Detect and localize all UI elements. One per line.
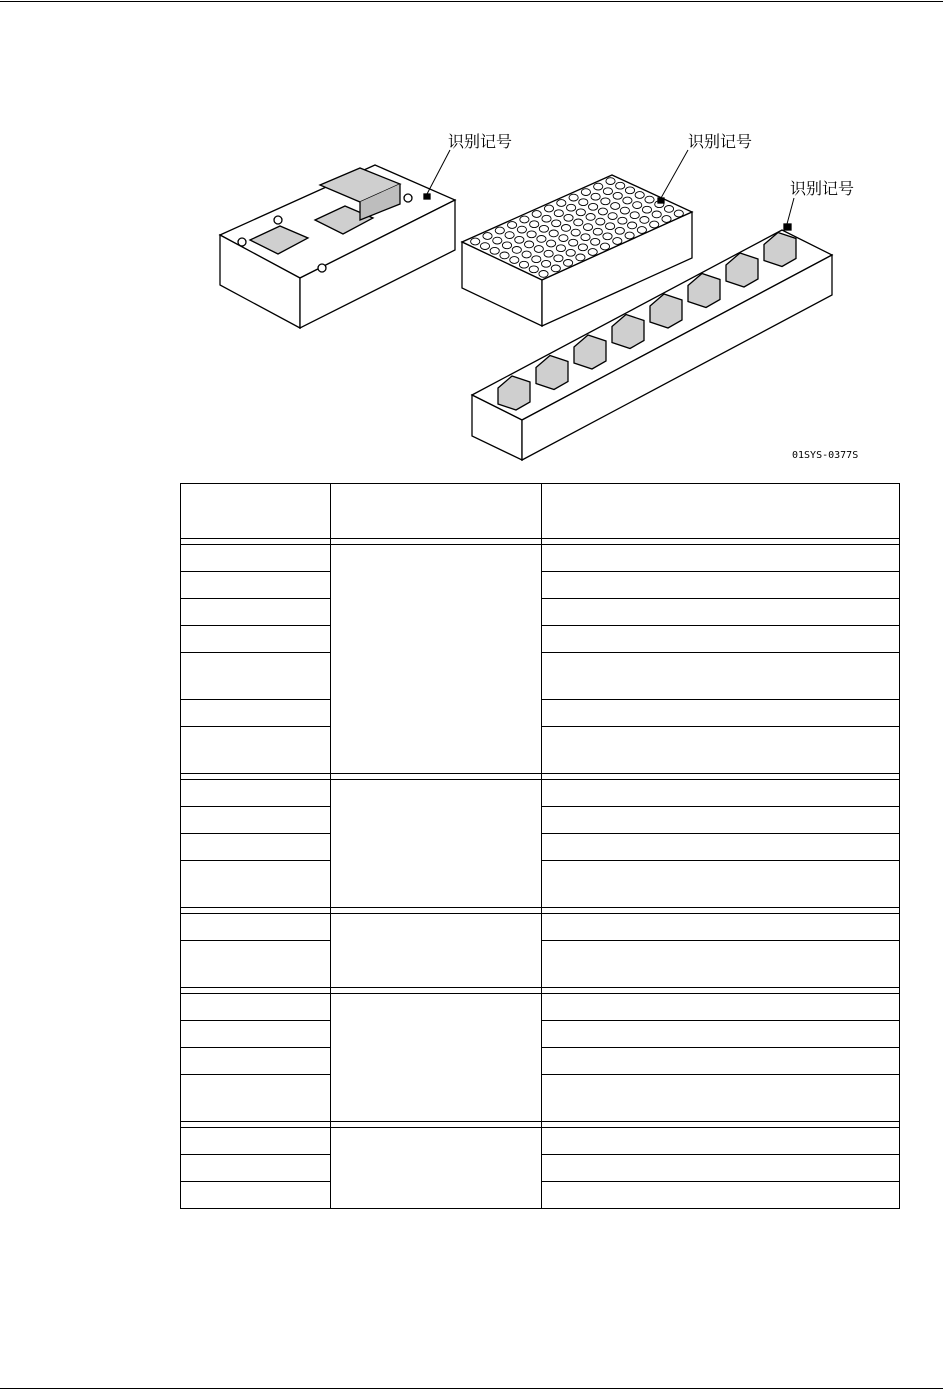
well-circle (628, 222, 637, 229)
well-circle (483, 233, 492, 240)
well-circle (556, 245, 565, 252)
well-circle (522, 251, 531, 258)
cell (181, 1155, 331, 1182)
well-circle (525, 241, 534, 248)
table-row (181, 914, 900, 941)
well-circle (586, 214, 595, 221)
well-circle (532, 256, 541, 263)
well-circle (564, 214, 573, 221)
well-circle (569, 239, 578, 246)
well-circle (606, 178, 615, 185)
well-circle (598, 208, 607, 215)
well-circle (600, 243, 609, 250)
well-circle (581, 189, 590, 196)
table-row (181, 780, 900, 807)
well-circle (601, 198, 610, 205)
well-circle (551, 265, 560, 272)
spec-table (180, 483, 900, 1209)
group-cell (331, 545, 542, 774)
cell (542, 599, 900, 626)
well-circle (554, 255, 563, 262)
well-circle (480, 243, 489, 250)
cell (181, 861, 331, 908)
cell (542, 626, 900, 653)
cell (542, 572, 900, 599)
cell (542, 834, 900, 861)
group-cell (331, 914, 542, 988)
cell (542, 1128, 900, 1155)
cell (181, 780, 331, 807)
well-circle (520, 216, 529, 223)
well-circle (574, 219, 583, 226)
cell (181, 700, 331, 727)
well-circle (564, 260, 573, 267)
well-circle (650, 221, 659, 228)
well-circle (549, 230, 558, 237)
well-circle (633, 202, 642, 209)
well-circle (561, 225, 570, 232)
cell (542, 807, 900, 834)
well-circle (559, 235, 568, 242)
well-circle (510, 257, 519, 264)
well-circle (591, 193, 600, 200)
cell (181, 1128, 331, 1155)
well-circle (566, 249, 575, 256)
well-circle (519, 261, 528, 268)
well-circle (625, 187, 634, 194)
well-circle (593, 228, 602, 235)
cell (181, 599, 331, 626)
well-circle (527, 231, 536, 238)
cell (542, 1021, 900, 1048)
well-circle (603, 233, 612, 240)
well-circle (542, 260, 551, 267)
well-circle (508, 222, 517, 229)
well-circle (544, 250, 553, 257)
cell (181, 1182, 331, 1209)
group-cell (331, 1128, 542, 1209)
cell (181, 727, 331, 774)
well-circle (645, 196, 654, 203)
well-circle (512, 247, 521, 254)
well-circle (500, 252, 509, 259)
well-circle (618, 217, 627, 224)
well-circle (471, 238, 480, 245)
callout-label-3: 识别记号 (790, 179, 855, 198)
well-circle (581, 234, 590, 241)
group-cell (331, 994, 542, 1122)
well-circle (547, 240, 556, 247)
well-circle (578, 244, 587, 251)
well-circle (613, 192, 622, 199)
well-circle (662, 216, 671, 223)
well-circle (552, 220, 561, 227)
cell (542, 914, 900, 941)
well-circle (502, 242, 511, 249)
well-circle (637, 227, 646, 234)
callout-label-2: 识别记号 (688, 132, 753, 151)
figure-code: 01SYS-0377S (792, 450, 859, 461)
well-circle (542, 215, 551, 222)
cell (542, 1075, 900, 1122)
well-circle (530, 221, 539, 228)
well-circle (588, 249, 597, 256)
well-circle (495, 227, 504, 234)
well-circle (642, 206, 651, 213)
well-circle (579, 199, 588, 206)
well-circle (620, 207, 629, 214)
cell (181, 1075, 331, 1122)
well-circle (623, 197, 632, 204)
well-circle (571, 229, 580, 236)
rack-trays-figure (180, 120, 900, 470)
cell (542, 1182, 900, 1209)
well-circle (539, 271, 548, 278)
cell (181, 807, 331, 834)
cell (542, 700, 900, 727)
table-header-row (181, 484, 900, 539)
cell (181, 914, 331, 941)
well-circle (594, 183, 603, 190)
callout-leader-2 (661, 150, 688, 198)
cell (181, 653, 331, 700)
cell (542, 941, 900, 988)
rack-tray-4-slot-icon (220, 165, 455, 328)
well-circle (615, 227, 624, 234)
cell (542, 545, 900, 572)
well-circle (591, 238, 600, 245)
well-circle (517, 226, 526, 233)
well-circle (567, 204, 576, 211)
group-cell (331, 780, 542, 908)
well-circle (625, 232, 634, 239)
well-circle (616, 182, 625, 189)
well-circle (569, 194, 578, 201)
well-circle (493, 237, 502, 244)
cell (181, 1048, 331, 1075)
well-circle (583, 224, 592, 231)
top-rule (0, 1, 943, 2)
cell (181, 572, 331, 599)
table-row (181, 1128, 900, 1155)
cell (181, 994, 331, 1021)
cell (542, 861, 900, 908)
well-circle (674, 210, 683, 217)
callout-label-1: 识别记号 (448, 132, 513, 151)
well-circle (539, 225, 548, 232)
cell (181, 545, 331, 572)
cell (542, 653, 900, 700)
well-circle (635, 192, 644, 199)
cell (181, 626, 331, 653)
well-circle (529, 266, 538, 273)
well-circle (640, 217, 649, 224)
header-cell (181, 484, 331, 539)
well-circle (596, 218, 605, 225)
well-circle (576, 254, 585, 261)
well-circle (589, 203, 598, 210)
well-circle (611, 203, 620, 210)
well-circle (515, 236, 524, 243)
well-circle (505, 232, 514, 239)
callout-leader-3 (787, 198, 794, 224)
well-circle (490, 247, 499, 254)
well-circle (608, 213, 617, 220)
well-circle (630, 212, 639, 219)
well-circle (557, 200, 566, 207)
cell (181, 1021, 331, 1048)
well-circle (532, 211, 541, 218)
cell (542, 780, 900, 807)
table-row (181, 545, 900, 572)
cell (181, 834, 331, 861)
cell (542, 727, 900, 774)
cell (181, 941, 331, 988)
well-circle (537, 236, 546, 243)
cell (542, 1048, 900, 1075)
well-circle (652, 211, 661, 218)
well-circle (664, 206, 673, 213)
callout-leader-1 (427, 150, 450, 194)
well-circle (606, 223, 615, 230)
well-circle (554, 210, 563, 217)
well-circle (603, 188, 612, 195)
well-circle (613, 238, 622, 245)
cell (542, 1155, 900, 1182)
bottom-rule (0, 1388, 943, 1389)
cell (542, 994, 900, 1021)
well-circle (576, 209, 585, 216)
well-circle (534, 246, 543, 253)
header-cell (542, 484, 900, 539)
well-circle (544, 205, 553, 212)
table-row (181, 994, 900, 1021)
header-cell (331, 484, 542, 539)
